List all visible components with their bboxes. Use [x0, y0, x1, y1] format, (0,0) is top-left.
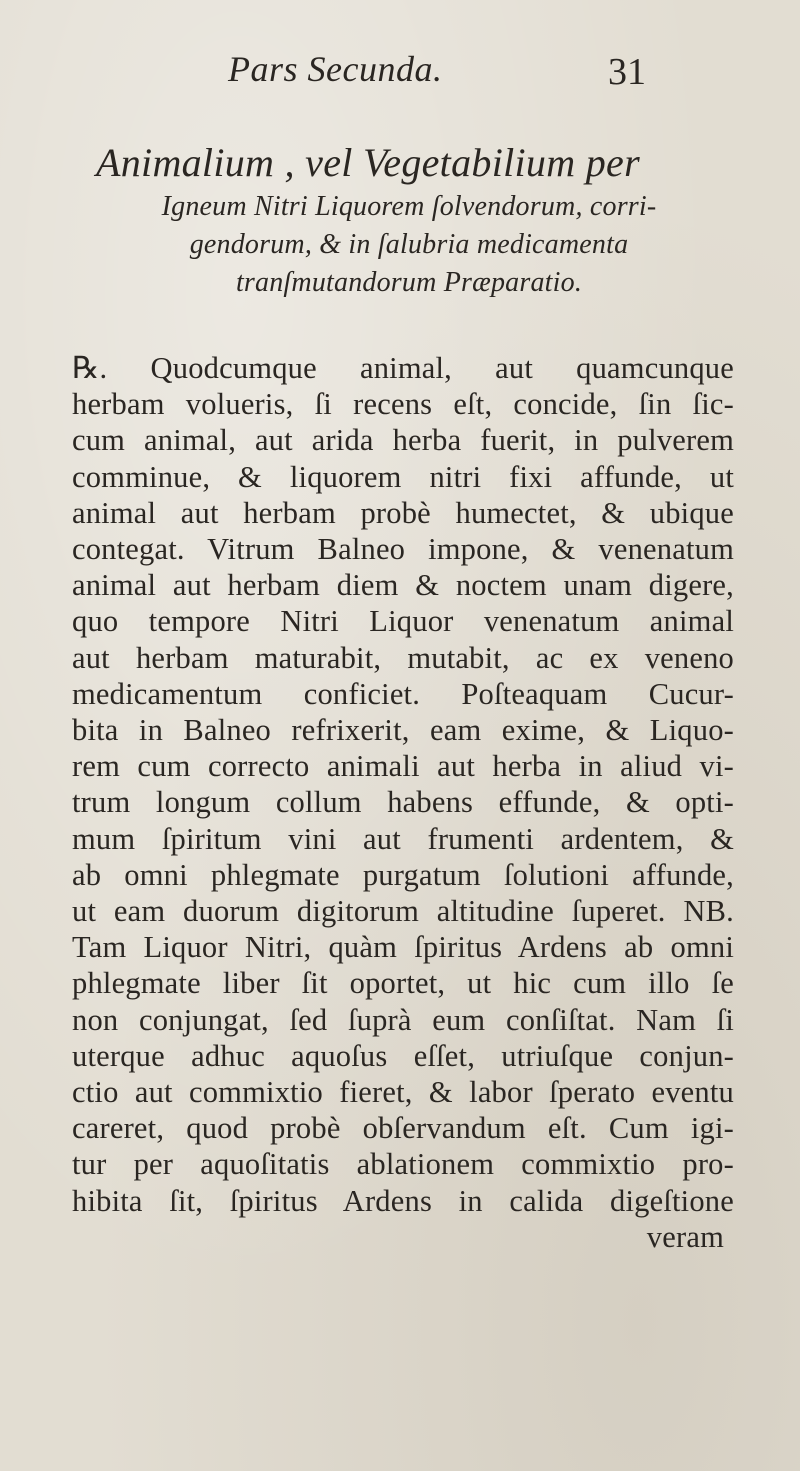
- text-line: ctio aut commixtio fieret, & labor ſperato eventu: [72, 1075, 734, 1110]
- text-line: uterque adhuc aquoſus eſſet, utriuſque conjun-: [72, 1038, 734, 1073]
- heading-line-4: tranſmutandorum Præparatio.: [235, 267, 583, 298]
- text-line: bita in Balneo refrixerit, eam exime, & Liquo-: [72, 713, 734, 748]
- text-line: ut eam duorum digitorum altitudine ſuperet. NB.: [72, 894, 734, 929]
- text-line: trum longum collum habens effunde, & opti-: [72, 785, 734, 820]
- text-line: comminue, & liquorem nitri fixi affunde, ut: [72, 459, 734, 494]
- text-line: cum animal, aut arida herba fuerit, in pulverem: [72, 423, 734, 458]
- text-line: ab omni phlegmate purgatum ſolutioni affunde,: [72, 857, 734, 892]
- text-line: animal aut herbam probè humectet, & ubique: [72, 495, 734, 530]
- text-line: aut herbam maturabit, mutabit, ac ex veneno: [72, 640, 734, 675]
- text-line: medicamentum conficiet. Poſteaquam Cucur-: [72, 676, 734, 711]
- running-title: Pars Secunda.: [228, 49, 443, 89]
- heading-line-1: Animalium , vel Vegetabilium per: [96, 140, 640, 185]
- text-line: non conjungat, ſed ſuprà eum conſiſtat. Nam ſi: [72, 1002, 734, 1037]
- page-number: 31: [608, 51, 646, 93]
- text-line: hibita ſit, ſpiritus Ardens in calida digeſtione: [72, 1183, 734, 1218]
- section-heading: [64, 138, 754, 302]
- heading-line-3: gendorum, & in ſalubria medicamenta: [189, 229, 629, 260]
- text-line: tur per aquoſitatis ablationem commixtio pro-: [72, 1147, 734, 1182]
- heading-line-2: Igneum Nitri Liquorem ſolvendorum, corri-: [161, 191, 657, 222]
- text-line: contegat. Vitrum Balneo impone, & venenatum: [72, 532, 734, 567]
- running-head: [0, 48, 800, 98]
- body-text: [72, 350, 734, 1255]
- text-line: animal aut herbam diem & noctem unam digere,: [72, 568, 734, 603]
- text-line: careret, quod probè obſervandum eſt. Cum igi-: [72, 1111, 734, 1146]
- text-line: ℞. Quodcumque animal, aut quamcunque: [72, 351, 734, 385]
- catchword: veram: [646, 1219, 724, 1254]
- text-line: Tam Liquor Nitri, quàm ſpiritus Ardens ab omni: [72, 930, 734, 965]
- text-line: herbam volueris, ſi recens eſt, concide, ſin ſic-: [72, 387, 734, 422]
- text-line: mum ſpiritum vini aut frumenti ardentem, &: [72, 821, 734, 856]
- text-line: rem cum correcto animali aut herba in aliud vi-: [72, 749, 734, 784]
- text-line: phlegmate liber ſit oportet, ut hic cum illo ſe: [72, 966, 734, 1001]
- text-line: quo tempore Nitri Liquor venenatum animal: [72, 604, 734, 639]
